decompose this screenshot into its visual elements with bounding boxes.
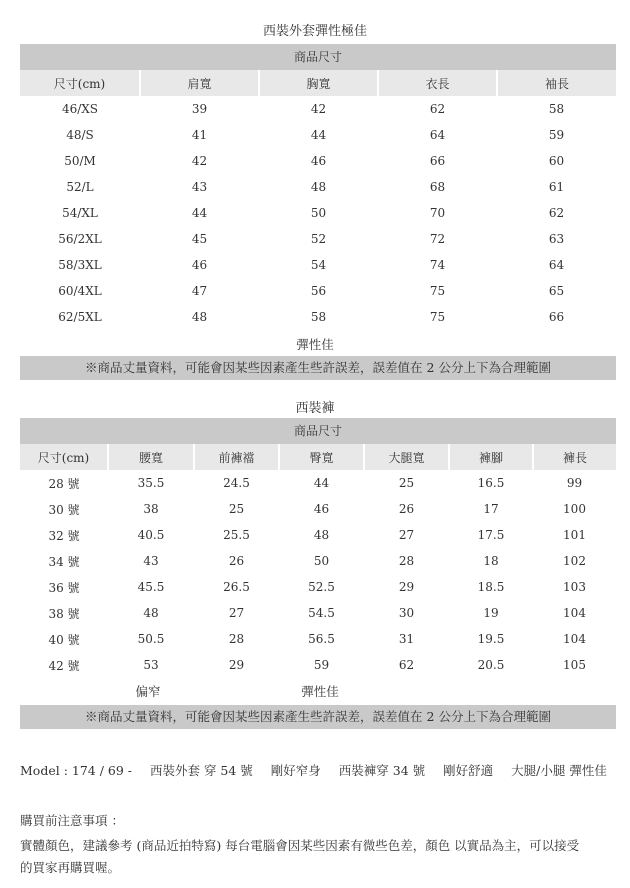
- pants-table-cell: 40 號: [48, 632, 80, 647]
- jacket-table-cell: 60: [548, 154, 565, 168]
- jacket-table-cell: 58: [548, 102, 565, 116]
- pants-header-cell: 前褲襠: [194, 444, 279, 470]
- pants-table-cell: 53: [143, 658, 159, 672]
- pants-table-row: [20, 600, 616, 626]
- jacket-table-cell: 56/2XL: [58, 232, 102, 246]
- jacket-table-cell: 48: [191, 310, 208, 324]
- jacket-header-cell: 衣長: [378, 70, 497, 96]
- jacket-table-cell: 47: [191, 284, 208, 298]
- jacket-table-cell: 45: [191, 232, 208, 246]
- jacket-table-row: [20, 226, 616, 252]
- pants-table-cell: 30: [398, 606, 415, 620]
- jacket-table-cell: 59: [548, 128, 565, 142]
- pants-table-cell: 25.5: [223, 528, 250, 542]
- jacket-table-cell: 52/L: [66, 180, 94, 194]
- pants-table-cell: 19: [483, 606, 499, 620]
- model-label: Model : 174 / 69 -: [20, 763, 132, 778]
- jacket-table-cell: 41: [191, 128, 208, 142]
- model-pants: 西裝褲穿 34 號: [338, 763, 426, 778]
- pants-table-cell: 54.5: [308, 606, 335, 620]
- pants-table-cell: 36 號: [48, 580, 80, 595]
- jacket-table-cell: 58/3XL: [58, 258, 102, 272]
- jacket-title: 西裝外套彈性極佳: [262, 24, 367, 39]
- pants-table-cell: 43: [143, 554, 159, 568]
- pants-table-cell: 44: [313, 476, 330, 490]
- pants-table-cell: 46: [313, 502, 330, 516]
- jacket-table-cell: 46/XS: [61, 102, 99, 116]
- pants-note: ※商品丈量資料，可能會因某些因素產生些許誤差，誤差值在 2 公分上下為合理範圍: [20, 705, 616, 729]
- jacket-table-cell: 62: [429, 102, 446, 116]
- jacket-table-row: [20, 252, 616, 278]
- pants-table-cell: 30 號: [48, 502, 80, 517]
- jacket-table-row: [20, 304, 616, 330]
- model-thigh: 大腿/小腿 彈性佳: [511, 763, 607, 778]
- jacket-table-cell: 46: [191, 258, 208, 272]
- jacket-table-cell: 75: [429, 284, 446, 298]
- jacket-table-cell: 62: [548, 206, 565, 220]
- pants-table-cell: 48: [313, 528, 330, 542]
- pants-table-cell: 103: [563, 580, 586, 594]
- pants-table-cell: 100: [563, 502, 586, 516]
- pants-table-cell: 62: [398, 658, 415, 672]
- jacket-table-cell: 56: [310, 284, 327, 298]
- pants-title: 西裝褲: [295, 401, 335, 416]
- pants-table-cell: 42 號: [48, 658, 80, 673]
- jacket-table-cell: 46: [310, 154, 327, 168]
- pants-section-label: 商品尺寸: [20, 418, 616, 444]
- jacket-table-cell: 48/S: [66, 128, 94, 142]
- pants-table-cell: 17.5: [477, 528, 505, 542]
- pants-table-cell: 20.5: [477, 658, 505, 672]
- pants-table-row: [20, 626, 616, 652]
- jacket-table-cell: 52: [310, 232, 327, 246]
- pants-table-cell: 26: [228, 554, 245, 568]
- jacket-header-cell: 肩寬: [140, 70, 259, 96]
- jacket-table-cell: 48: [310, 180, 327, 194]
- model-jacket-fit: 剛好窄身: [270, 763, 321, 778]
- pants-table-cell: 27: [228, 606, 245, 620]
- jacket-table-cell: 44: [310, 128, 327, 142]
- pants-table-cell: 99: [566, 476, 583, 490]
- pants-table-cell: 101: [563, 528, 586, 542]
- pants-table-cell: 29: [228, 658, 245, 672]
- pants-header-cell: 大腿寬: [364, 444, 449, 470]
- pants-table-cell: 31: [398, 632, 415, 646]
- pants-table-cell: 28: [228, 632, 245, 646]
- pants-table-cell: 59: [313, 658, 330, 672]
- pants-header-cell: 尺寸(cm): [20, 444, 108, 470]
- pants-header-cell: 褲腳: [449, 444, 533, 470]
- pants-table-cell: 28: [398, 554, 415, 568]
- pants-header-cell: 褲長: [533, 444, 616, 470]
- pants-table-cell: 50.5: [137, 632, 165, 646]
- jacket-table-cell: 62/5XL: [58, 310, 102, 324]
- pants-table-cell: 38 號: [48, 606, 80, 621]
- jacket-table-cell: 54/XL: [62, 206, 98, 220]
- pants-table-row: [20, 470, 616, 496]
- jacket-section-label: 商品尺寸: [20, 44, 616, 70]
- jacket-table-cell: 58: [310, 310, 327, 324]
- jacket-table-row: [20, 148, 616, 174]
- pants-table-cell: 38: [143, 502, 159, 516]
- jacket-table-row: [20, 122, 616, 148]
- pants-table-row: [20, 652, 616, 678]
- jacket-table-cell: 39: [191, 102, 208, 116]
- pants-table-cell: 45.5: [137, 580, 165, 594]
- pants-table-cell: 32 號: [48, 528, 80, 543]
- pants-table-cell: 25: [398, 476, 415, 490]
- pants-remark-waist: 偏窄: [135, 684, 161, 699]
- pants-table-row: [20, 548, 616, 574]
- jacket-table-cell: 42: [191, 154, 208, 168]
- pants-table-cell: 25: [228, 502, 245, 516]
- jacket-table-cell: 72: [429, 232, 446, 246]
- jacket-note: ※商品丈量資料，可能會因某些因素產生些許誤差，誤差值在 2 公分上下為合理範圍: [20, 356, 616, 380]
- pants-table-cell: 35.5: [137, 476, 165, 490]
- jacket-table-cell: 66: [548, 310, 565, 324]
- purchase-line-2: 的買家再購買喔。: [20, 860, 121, 875]
- jacket-table-cell: 65: [548, 284, 565, 298]
- pants-table-cell: 48: [143, 606, 159, 620]
- purchase-line-1: 實體顏色，建議參考 (商品近拍特寫) 每台電腦會因某些因素有微些色差，顏色 以實品為主，可以接受: [20, 838, 580, 853]
- pants-table-row: [20, 496, 616, 522]
- jacket-table-row: [20, 96, 616, 122]
- pants-header-cell: 臀寬: [279, 444, 364, 470]
- jacket-table-cell: 63: [548, 232, 565, 246]
- jacket-table-cell: 42: [310, 102, 327, 116]
- pants-table-cell: 52.5: [308, 580, 335, 594]
- jacket-table-cell: 61: [548, 180, 565, 194]
- pants-table-cell: 26: [398, 502, 415, 516]
- jacket-table-cell: 75: [429, 310, 446, 324]
- jacket-table-cell: 66: [429, 154, 446, 168]
- pants-remark-hip: 彈性佳: [301, 684, 339, 699]
- jacket-header-cell: 尺寸(cm): [20, 70, 140, 96]
- pants-table-cell: 18.5: [477, 580, 505, 594]
- pants-table-cell: 17: [483, 502, 499, 516]
- purchase-heading: 購買前注意事項 ：: [20, 813, 124, 828]
- jacket-table-row: [20, 174, 616, 200]
- model-info: [20, 761, 621, 779]
- jacket-table-cell: 64: [429, 128, 446, 142]
- model-jacket: 西裝外套 穿 54 號: [149, 763, 253, 778]
- pants-table-cell: 56.5: [308, 632, 335, 646]
- jacket-table-cell: 44: [191, 206, 208, 220]
- model-pants-fit: 剛好舒適: [443, 763, 494, 778]
- pants-size-table: [20, 418, 616, 678]
- pants-table-cell: 26.5: [223, 580, 250, 594]
- pants-table-cell: 19.5: [477, 632, 505, 646]
- pants-table-cell: 40.5: [137, 528, 165, 542]
- pants-table-cell: 28 號: [48, 476, 80, 491]
- pants-table-cell: 50: [313, 554, 330, 568]
- pants-table-cell: 105: [563, 658, 586, 672]
- pants-table-cell: 104: [563, 606, 586, 620]
- pants-table-cell: 24.5: [223, 476, 250, 490]
- jacket-table-cell: 64: [548, 258, 565, 272]
- jacket-table-cell: 43: [191, 180, 208, 194]
- pants-table-cell: 18: [483, 554, 499, 568]
- jacket-table-row: [20, 200, 616, 226]
- jacket-table-cell: 50/M: [64, 154, 96, 168]
- jacket-table-cell: 74: [429, 258, 446, 272]
- jacket-size-table: [20, 44, 616, 330]
- jacket-table-row: [20, 278, 616, 304]
- jacket-table-cell: 50: [310, 206, 327, 220]
- jacket-remark: 彈性佳: [296, 337, 334, 352]
- jacket-table-cell: 68: [429, 180, 446, 194]
- pants-table-cell: 16.5: [477, 476, 505, 490]
- pants-table-cell: 27: [398, 528, 415, 542]
- jacket-table-cell: 54: [310, 258, 327, 272]
- pants-table-row: [20, 574, 616, 600]
- pants-table-cell: 29: [398, 580, 415, 594]
- pants-table-cell: 102: [563, 554, 586, 568]
- pants-table-cell: 104: [563, 632, 586, 646]
- pants-table-row: [20, 522, 616, 548]
- jacket-table-cell: 60/4XL: [58, 284, 102, 298]
- jacket-header-cell: 袖長: [497, 70, 616, 96]
- pants-header-cell: 腰寬: [108, 444, 194, 470]
- jacket-header-cell: 胸寬: [259, 70, 378, 96]
- jacket-table-cell: 70: [429, 206, 446, 220]
- pants-table-cell: 34 號: [48, 554, 80, 569]
